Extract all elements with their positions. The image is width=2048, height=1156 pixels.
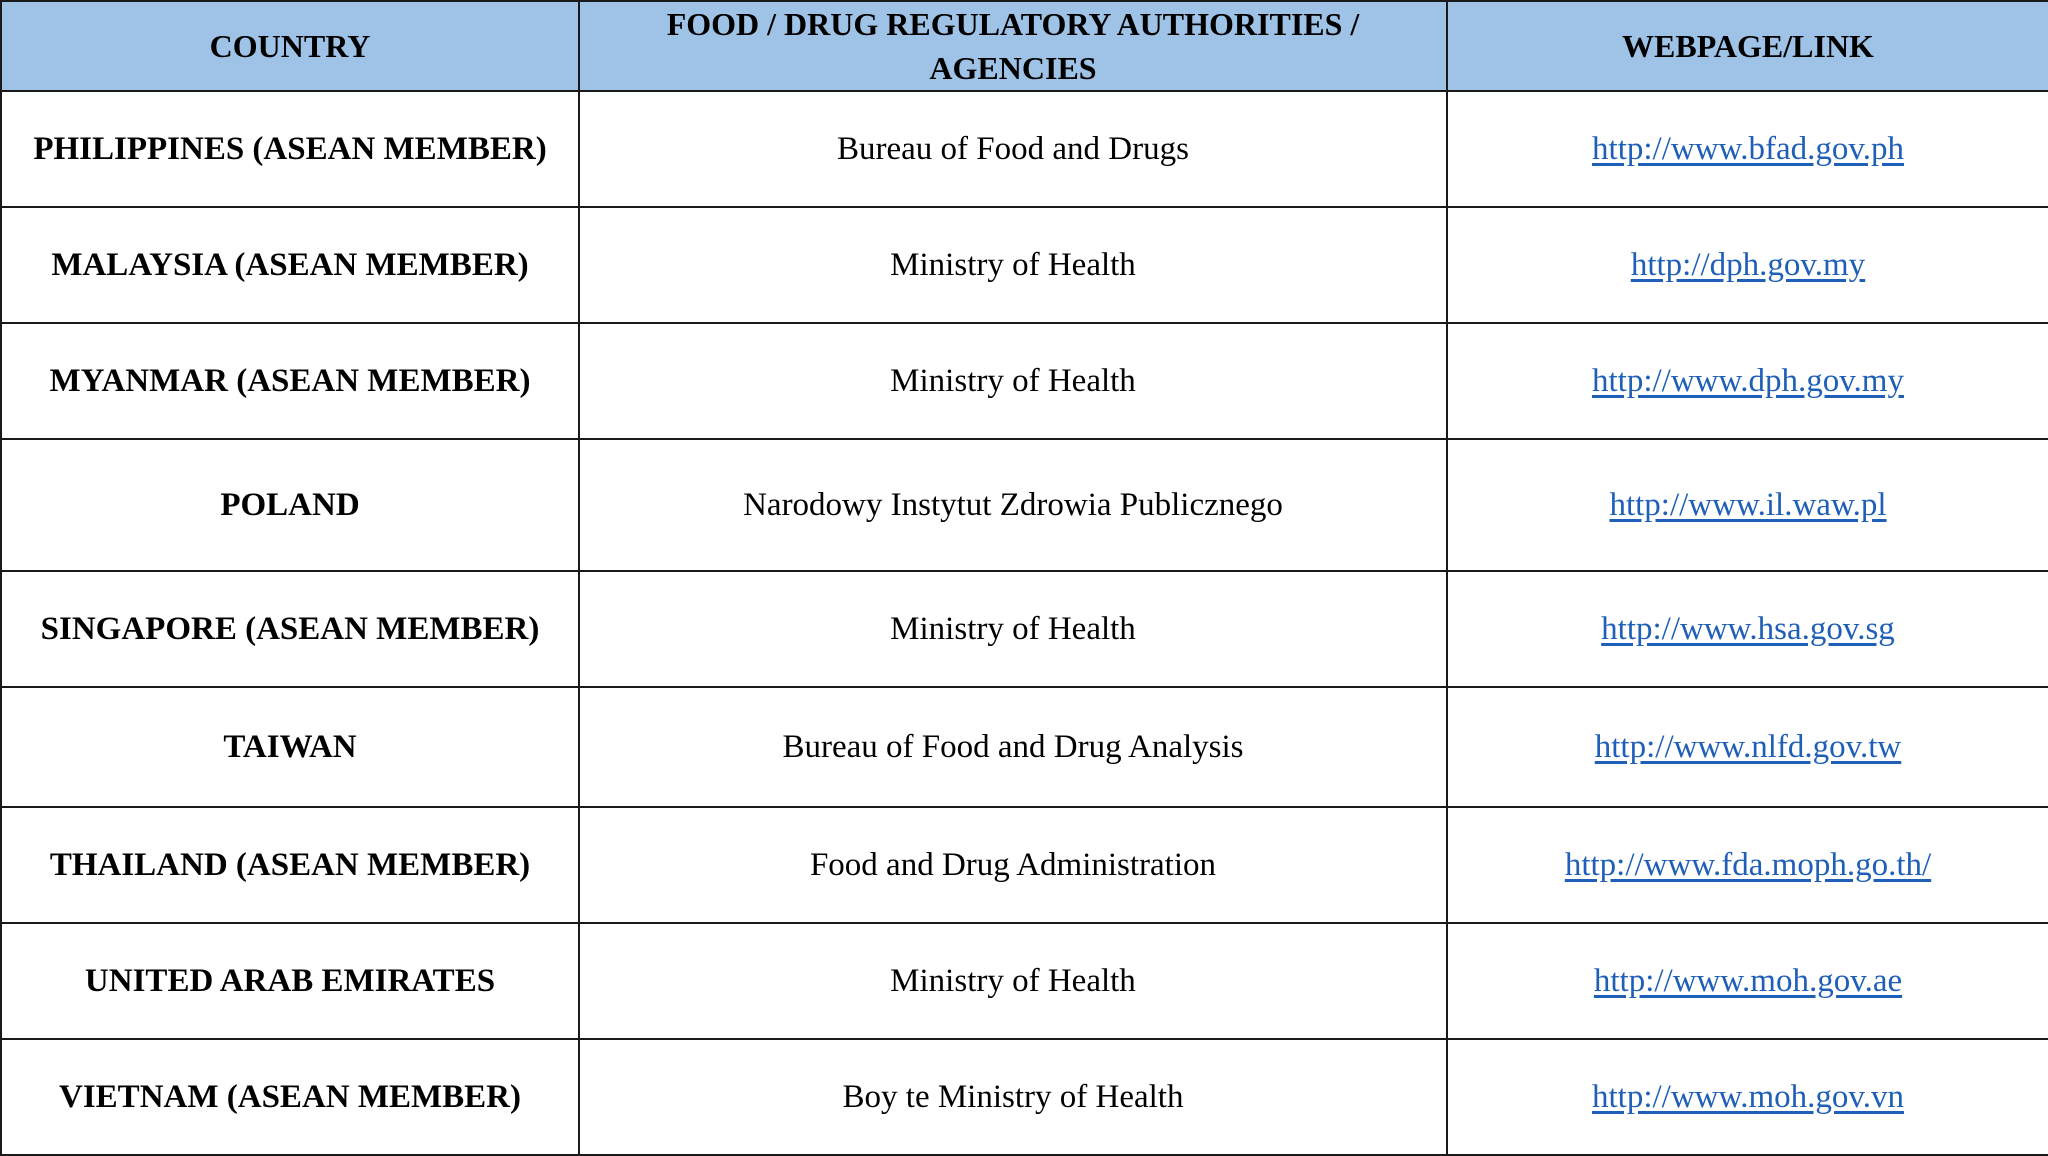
country-cell: THAILAND (ASEAN MEMBER) [1,807,579,923]
link-cell [1447,323,2048,439]
agency-link[interactable]: http://www.moh.gov.vn [1592,1078,1904,1115]
link-cell [1447,91,2048,207]
country-column-header: COUNTRY [1,1,579,91]
agency-cell: Ministry of Health [579,923,1447,1039]
country-cell: SINGAPORE (ASEAN MEMBER) [1,571,579,687]
table-row [1,807,2048,923]
agency-column-header: FOOD / DRUG REGULATORY AUTHORITIES / AGENCIES [579,1,1447,91]
table-row [1,571,2048,687]
agency-cell: Bureau of Food and Drug Analysis [579,687,1447,807]
table-row [1,91,2048,207]
header-row [1,1,2048,91]
agency-link[interactable]: http://www.dph.gov.my [1592,362,1904,399]
agency-cell: Ministry of Health [579,571,1447,687]
table-row [1,207,2048,323]
link-cell [1447,923,2048,1039]
agency-cell: Ministry of Health [579,207,1447,323]
country-cell: PHILIPPINES (ASEAN MEMBER) [1,91,579,207]
table-row [1,1039,2048,1155]
agency-link[interactable]: http://www.hsa.gov.sg [1601,610,1895,647]
agency-cell: Food and Drug Administration [579,807,1447,923]
agency-cell: Ministry of Health [579,323,1447,439]
country-cell: TAIWAN [1,687,579,807]
country-cell: MALAYSIA (ASEAN MEMBER) [1,207,579,323]
table-body [1,91,2048,1155]
link-cell [1447,207,2048,323]
link-column-header: WEBPAGE/LINK [1447,1,2048,91]
link-cell [1447,807,2048,923]
link-cell [1447,687,2048,807]
agency-link[interactable]: http://www.nlfd.gov.tw [1594,728,1902,765]
table-row [1,439,2048,571]
table-row [1,323,2048,439]
table-row [1,687,2048,807]
agency-link[interactable]: http://dph.gov.my [1630,246,1866,283]
table-header [1,1,2048,91]
country-cell: POLAND [1,439,579,571]
link-cell [1447,1039,2048,1155]
agency-cell: Narodowy Instytut Zdrowia Publicznego [579,439,1447,571]
country-cell: VIETNAM (ASEAN MEMBER) [1,1039,579,1155]
country-cell: UNITED ARAB EMIRATES [1,923,579,1039]
agency-link[interactable]: http://www.bfad.gov.ph [1592,130,1904,167]
country-cell: MYANMAR (ASEAN MEMBER) [1,323,579,439]
agency-link[interactable]: http://www.il.waw.pl [1609,486,1887,523]
agency-cell: Boy te Ministry of Health [579,1039,1447,1155]
link-cell [1447,571,2048,687]
table-row [1,923,2048,1039]
agency-link[interactable]: http://www.fda.moph.go.th/ [1564,846,1932,883]
agency-link[interactable]: http://www.moh.gov.ae [1593,962,1903,999]
link-cell [1447,439,2048,571]
agency-cell: Bureau of Food and Drugs [579,91,1447,207]
